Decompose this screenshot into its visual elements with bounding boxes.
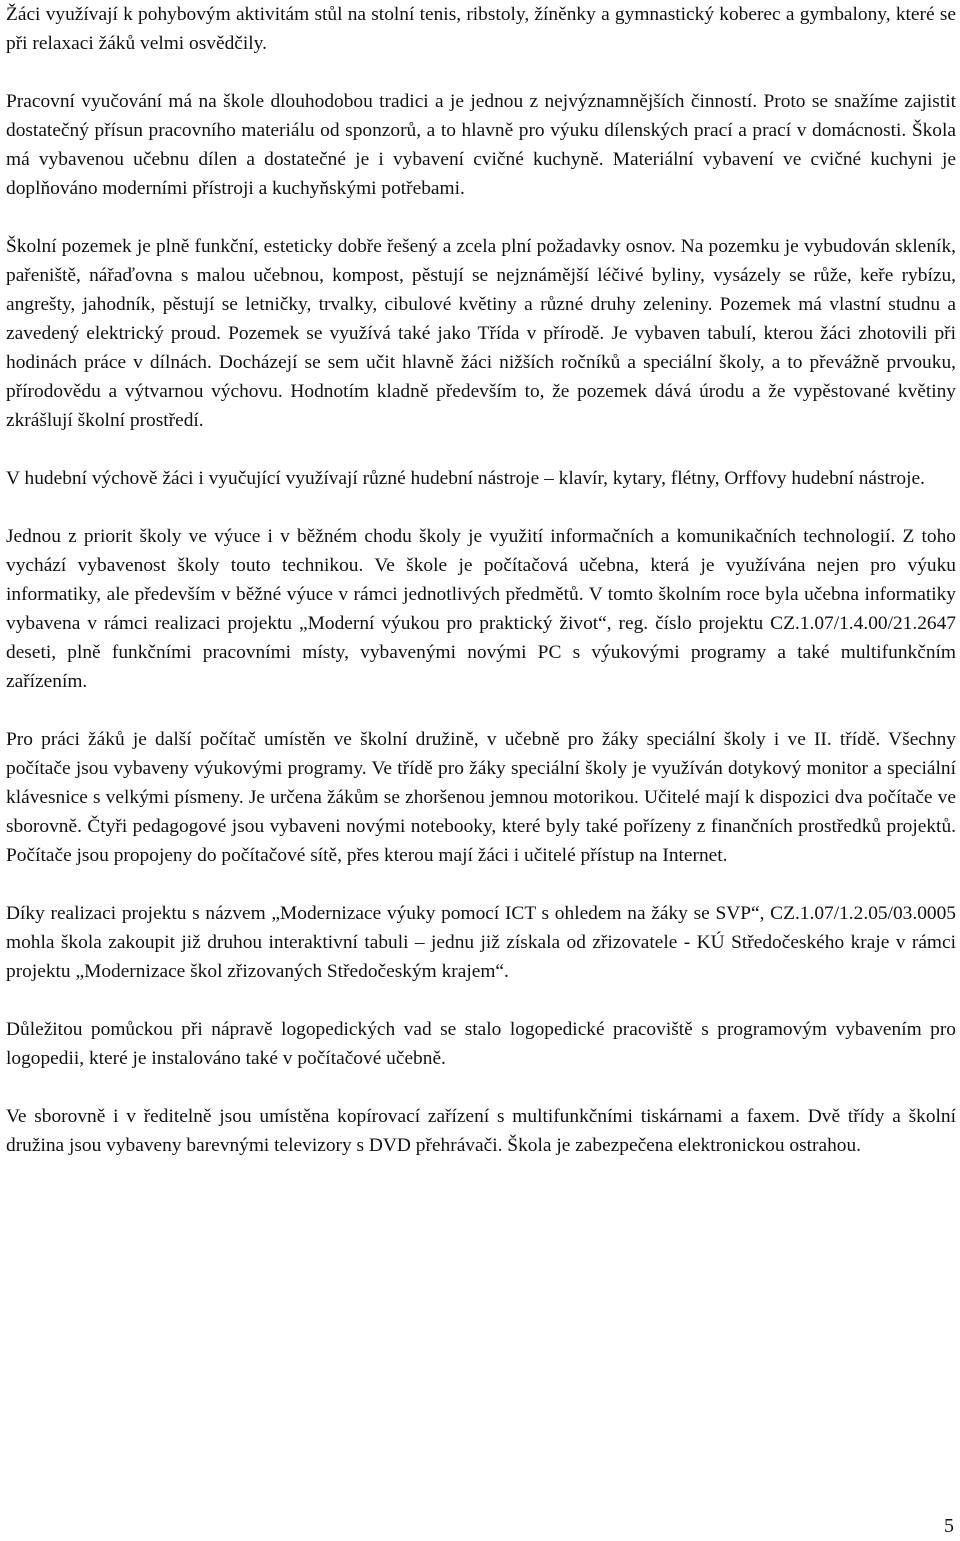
paragraph-school-garden: Školní pozemek je plně funkční, esteticky dobře řešený a zcela plní požadavky osnov. Na pozemku je vybudován skleník, pařeniště, nářaďovna s malou učebnou, kompost, pěstují se nejznámější léčivé byliny, vysázely se růže, keře rybízu, angrešty, jahodník, pěstují se letničky, trvalky, cibulové květiny a různé druhy zeleniny. Pozemek má vlastní studnu a zavedený elektrický proud. Pozemek se využívá také jako Třída v přírodě. Je vybaven tabulí, kterou žáci zhotovili při hodinách práce v dílnách. Docházejí se sem učit hlavně žáci nižších ročníků a speciální školy, a to převážně prvouku, přírodovědu a výtvarnou výchovu. Hodnotím kladně především to, že pozemek dává úrodu a že vypěstované květiny zkrášlují školní prostředí. bbox=[6, 236, 956, 431]
paragraph-music-education: V hudební výchově žáci i vyučující využívají různé hudební nástroje – klavír, kytary, flétny, Orffovy hudební nástroje. bbox=[6, 468, 925, 489]
paragraph-computers: Pro práci žáků je další počítač umístěn ve školní družině, v učebně pro žáky speciální školy i ve II. třídě. Všechny počítače jsou vybaveny výukovými programy. Ve třídě pro žáky speciální školy je využíván dotykový monitor a speciální klávesnice s velkými písmeny. Je určena žákům se zhoršenou jemnou motorikou. Učitelé mají k dispozici dva počítače ve sborovně. Čtyři pedagogové jsou vybaveni novými notebooky, které byly také pořízeny z finančních prostředků projektů. Počítače jsou propojeny do počítačové sítě, přes kterou mají žáci i učitelé přístup na Internet. bbox=[6, 729, 956, 866]
paragraph-practical-education: Pracovní vyučování má na škole dlouhodobou tradici a je jednou z nejvýznamnějších činností. Proto se snažíme zajistit dostatečný přísun pracovního materiálu od sponzorů, a to hlavně pro výuku dílenských prací a prací v domácnosti. Škola má vybavenou učebnu dílen a dostatečné je i vybavení cvičné kuchyně. Materiální vybavení ve cvičné kuchyni je doplňováno moderními přístroji a kuchyňskými potřebami. bbox=[6, 91, 956, 199]
paragraph-interactive-board: Díky realizaci projektu s názvem „Modernizace výuky pomocí ICT s ohledem na žáky se SVP“, CZ.1.07/1.2.05/03.0005 mohla škola zakoupit již druhou interaktivní tabuli – jednu již získala od zřizovatele - KÚ Středočeského kraje v rámci projektu „Modernizace škol zřizovaných Středočeským krajem“. bbox=[6, 903, 956, 982]
paragraph-speech-therapy: Důležitou pomůckou při nápravě logopedických vad se stalo logopedické pracoviště s programovým vybavením pro logopedii, které je instalováno také v počítačové učebně. bbox=[6, 1019, 956, 1069]
document-body bbox=[6, 0, 956, 1189]
paragraph-office-equipment: Ve sborovně i v ředitelně jsou umístěna kopírovací zařízení s multifunkčními tiskárnami a faxem. Dvě třídy a školní družina jsou vybaveny barevnými televizory s DVD přehrávači. Škola je zabezpečena elektronickou ostrahou. bbox=[6, 1106, 956, 1156]
page-number: 5 bbox=[944, 1515, 954, 1537]
paragraph-sports-equipment: Žáci využívají k pohybovým aktivitám stůl na stolní tenis, ribstoly, žíněnky a gymnastický koberec a gymbalony, které se při relaxaci žáků velmi osvědčily. bbox=[6, 4, 956, 54]
paragraph-ict: Jednou z priorit školy ve výuce i v běžném chodu školy je využití informačních a komunikačních technologií. Z toho vychází vybavenost školy touto technikou. Ve škole je počítačová učebna, která je využívána nejen pro výuku informatiky, ale především v běžné výuce v rámci jednotlivých předmětů. V tomto školním roce byla učebna informatiky vybavena v rámci realizaci projektu „Moderní výukou pro praktický život“, reg. číslo projektu CZ.1.07/1.4.00/21.2647 deseti, plně funkčními pracovními místy, vybavenými novými PC s výukovými programy a také multifunkčním zařízením. bbox=[6, 526, 956, 692]
